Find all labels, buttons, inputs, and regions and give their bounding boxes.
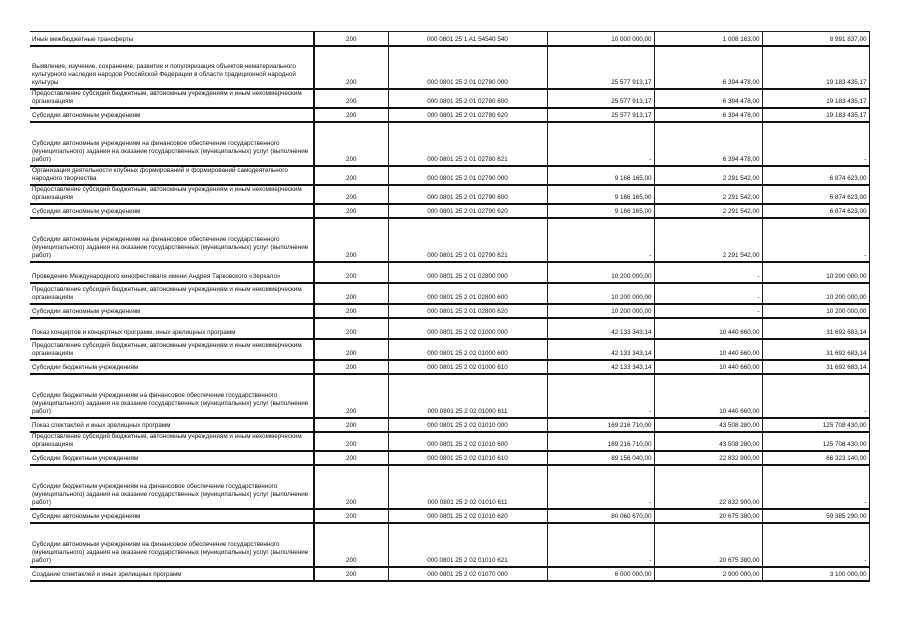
row-approved-amount-cell: 9 166 165,00 [547,185,654,204]
row-unexecuted-amount-cell: - [762,122,869,166]
row-approved-amount-cell: 169 216 710,00 [547,432,654,451]
table-row [30,89,869,108]
row-classification-code-cell: 000 0801 25 2 01 02800 600 [388,283,547,304]
row-unexecuted-amount-cell: 66 323 140,00 [762,451,869,465]
row-name-cell: Предоставление субсидий бюджетным, автономным учреждениям и иным некоммерческим организациям [30,185,314,204]
table-row [30,46,869,89]
row-approved-amount-cell: 10 200 000,00 [547,304,654,318]
budget-table-body [30,32,869,581]
table-row [30,204,869,218]
row-approved-amount-cell: 89 156 040,00 [547,451,654,465]
row-code-cell: 200 [314,360,388,374]
table-row [30,465,869,509]
row-unexecuted-amount-cell: - [762,218,869,262]
row-classification-code-cell: 000 0801 25 2 02 01000 600 [388,339,547,360]
row-name-cell: Предоставление субсидий бюджетным, автономным учреждениям и иным некоммерческим организациям [30,283,314,304]
row-unexecuted-amount-cell: 59 385 290,00 [762,509,869,523]
row-executed-amount-cell: 22 832 900,00 [654,465,762,509]
row-unexecuted-amount-cell: 31 692 683,14 [762,360,869,374]
row-executed-amount-cell: 6 394 478,00 [654,89,762,108]
row-name-cell: Предоставление субсидий бюджетным, автономным учреждениям и иным некоммерческим организациям [30,89,314,108]
row-unexecuted-amount-cell: 3 100 000,00 [762,567,869,581]
row-executed-amount-cell: 10 440 660,00 [654,374,762,418]
row-unexecuted-amount-cell: 6 874 623,00 [762,166,869,185]
row-name-cell: Предоставление субсидий бюджетным, автономным учреждениям и иным некоммерческим организациям [30,339,314,360]
row-executed-amount-cell: 2 291 542,00 [654,166,762,185]
row-classification-code-cell: 000 0801 25 2 01 02800 000 [388,262,547,283]
table-row [30,262,869,283]
table-row [30,108,869,122]
budget-sheet [30,31,869,582]
row-classification-code-cell: 000 0801 25 2 02 01000 000 [388,318,547,339]
table-row [30,122,869,166]
row-name-cell: Субсидии автономным учреждениям на финансовое обеспечение государственного (муниципального) задания на оказание государственных (муниципальных) услуг (выполнение работ) [30,218,314,262]
row-executed-amount-cell: 43 508 280,00 [654,418,762,432]
row-name-cell: Субсидии автономным учреждениям [30,108,314,122]
row-executed-amount-cell: 10 440 660,00 [654,318,762,339]
table-row [30,451,869,465]
row-classification-code-cell: 000 0801 25 2 02 01010 610 [388,451,547,465]
row-classification-code-cell: 000 0801 25 2 01 02800 620 [388,304,547,318]
row-classification-code-cell: 000 0801 25 2 01 02780 620 [388,108,547,122]
row-code-cell: 200 [314,374,388,418]
row-executed-amount-cell: 22 832 900,00 [654,451,762,465]
row-executed-amount-cell: 6 394 478,00 [654,122,762,166]
table-row [30,185,869,204]
row-code-cell: 200 [314,218,388,262]
row-unexecuted-amount-cell: 31 692 683,14 [762,339,869,360]
table-row [30,218,869,262]
row-code-cell: 200 [314,46,388,89]
row-approved-amount-cell: 10 200 000,00 [547,262,654,283]
row-unexecuted-amount-cell: 125 708 430,00 [762,418,869,432]
row-approved-amount-cell: 10 000 000,00 [547,32,654,46]
row-classification-code-cell: 000 0801 25 2 02 01010 000 [388,418,547,432]
table-row [30,418,869,432]
row-unexecuted-amount-cell: 8 991 837,00 [762,32,869,46]
row-executed-amount-cell: 2 291 542,00 [654,204,762,218]
row-name-cell: Субсидии автономным учреждениям [30,509,314,523]
row-classification-code-cell: 000 0801 25 2 02 01010 600 [388,432,547,451]
row-approved-amount-cell: - [547,218,654,262]
table-row [30,509,869,523]
row-code-cell: 200 [314,523,388,567]
row-name-cell: Субсидии автономным учреждениям на финансовое обеспечение государственного (муниципального) задания на оказание государственных (муниципальных) услуг (выполнение работ) [30,523,314,567]
row-executed-amount-cell: 20 675 380,00 [654,509,762,523]
table-row [30,166,869,185]
row-name-cell: Субсидии бюджетным учреждениям на финансовое обеспечение государственного (муниципального) задания на оказание государственных (муниципальных) услуг (выполнение работ) [30,465,314,509]
row-approved-amount-cell: 25 577 913,17 [547,89,654,108]
row-name-cell: Показ спектаклей и иных зрелищных программ [30,418,314,432]
row-unexecuted-amount-cell: 10 200 000,00 [762,283,869,304]
row-unexecuted-amount-cell: 125 708 430,00 [762,432,869,451]
table-row [30,374,869,418]
row-executed-amount-cell: 2 900 000,00 [654,567,762,581]
row-approved-amount-cell: 6 000 000,00 [547,567,654,581]
row-executed-amount-cell: 2 291 542,00 [654,185,762,204]
table-row [30,432,869,451]
row-classification-code-cell: 000 0801 25 2 01 02780 621 [388,122,547,166]
row-name-cell: Субсидии автономным учреждениям на финансовое обеспечение государственного (муниципального) задания на оказание государственных (муниципальных) услуг (выполнение работ) [30,122,314,166]
row-approved-amount-cell: 25 577 913,17 [547,46,654,89]
row-unexecuted-amount-cell: 19 183 435,17 [762,108,869,122]
row-unexecuted-amount-cell: - [762,374,869,418]
row-code-cell: 200 [314,318,388,339]
row-classification-code-cell: 000 0801 25 2 01 02790 621 [388,218,547,262]
budget-table [30,31,870,582]
row-classification-code-cell: 000 0801 25 2 01 02790 000 [388,166,547,185]
row-code-cell: 200 [314,32,388,46]
row-classification-code-cell: 000 0801 25 2 02 01000 610 [388,360,547,374]
row-executed-amount-cell: 2 291 542,00 [654,218,762,262]
row-executed-amount-cell: - [654,304,762,318]
row-unexecuted-amount-cell: 6 874 623,00 [762,185,869,204]
row-name-cell: Проведение Международного кинофестиваля имени Андрея Тарковского «Зеркало» [30,262,314,283]
row-approved-amount-cell: 169 216 710,00 [547,418,654,432]
table-row [30,360,869,374]
row-approved-amount-cell: 42 133 343,14 [547,318,654,339]
row-code-cell: 200 [314,567,388,581]
row-unexecuted-amount-cell: - [762,465,869,509]
row-executed-amount-cell: 1 008 163,00 [654,32,762,46]
row-classification-code-cell: 000 0801 25 2 02 01070 000 [388,567,547,581]
row-unexecuted-amount-cell: 10 200 000,00 [762,262,869,283]
row-unexecuted-amount-cell: 19 183 435,17 [762,46,869,89]
row-executed-amount-cell: 10 440 660,00 [654,339,762,360]
row-code-cell: 200 [314,418,388,432]
row-code-cell: 200 [314,509,388,523]
table-row [30,32,869,46]
row-code-cell: 200 [314,339,388,360]
row-executed-amount-cell: 20 675 380,00 [654,523,762,567]
row-approved-amount-cell: - [547,523,654,567]
row-classification-code-cell: 000 0801 25 2 01 02780 600 [388,89,547,108]
row-name-cell: Предоставление субсидий бюджетным, автономным учреждениям и иным некоммерческим организациям [30,432,314,451]
row-approved-amount-cell: 10 200 000,00 [547,283,654,304]
row-executed-amount-cell: - [654,283,762,304]
table-row [30,567,869,581]
row-approved-amount-cell: 9 166 165,00 [547,166,654,185]
row-code-cell: 200 [314,89,388,108]
row-unexecuted-amount-cell: - [762,523,869,567]
row-name-cell: Субсидии автономным учреждениям [30,204,314,218]
row-classification-code-cell: 000 0801 25 2 02 01010 621 [388,523,547,567]
row-code-cell: 200 [314,108,388,122]
row-approved-amount-cell: 25 577 913,17 [547,108,654,122]
row-classification-code-cell: 000 0801 25 2 02 01000 611 [388,374,547,418]
row-classification-code-cell: 000 0801 25 2 01 02790 620 [388,204,547,218]
row-name-cell: Субсидии бюджетным учреждениям на финансовое обеспечение государственного (муниципального) задания на оказание государственных (муниципальных) услуг (выполнение работ) [30,374,314,418]
row-approved-amount-cell: - [547,465,654,509]
row-name-cell: Показ концертов и концертных программ, иных зрелищных программ [30,318,314,339]
row-code-cell: 200 [314,166,388,185]
row-executed-amount-cell: 10 440 660,00 [654,360,762,374]
row-classification-code-cell: 000 0801 25 1 A1 54540 540 [388,32,547,46]
row-executed-amount-cell: - [654,262,762,283]
row-unexecuted-amount-cell: 31 692 683,14 [762,318,869,339]
row-classification-code-cell: 000 0801 25 2 02 01010 620 [388,509,547,523]
row-classification-code-cell: 000 0801 25 2 01 02780 000 [388,46,547,89]
row-code-cell: 200 [314,262,388,283]
row-unexecuted-amount-cell: 6 874 623,00 [762,204,869,218]
row-classification-code-cell: 000 0801 25 2 02 01010 611 [388,465,547,509]
row-code-cell: 200 [314,283,388,304]
row-approved-amount-cell: 80 060 670,00 [547,509,654,523]
row-code-cell: 200 [314,185,388,204]
table-row [30,339,869,360]
row-unexecuted-amount-cell: 10 200 000,00 [762,304,869,318]
row-code-cell: 200 [314,122,388,166]
row-name-cell: Иные межбюджетные трансферты [30,32,314,46]
row-approved-amount-cell: - [547,374,654,418]
row-name-cell: Субсидии бюджетным учреждениям [30,360,314,374]
row-code-cell: 200 [314,465,388,509]
row-approved-amount-cell: 42 133 343,14 [547,360,654,374]
table-row [30,318,869,339]
row-name-cell: Создание спектаклей и иных зрелищных программ [30,567,314,581]
row-name-cell: Субсидии автономным учреждениям [30,304,314,318]
row-classification-code-cell: 000 0801 25 2 01 02790 600 [388,185,547,204]
row-unexecuted-amount-cell: 19 183 435,17 [762,89,869,108]
row-name-cell: Субсидии бюджетным учреждениям [30,451,314,465]
row-code-cell: 200 [314,451,388,465]
table-row [30,283,869,304]
row-name-cell: Организация деятельности клубных формирований и формирований самодеятельного народного творчества [30,166,314,185]
row-executed-amount-cell: 6 394 478,00 [654,46,762,89]
row-code-cell: 200 [314,304,388,318]
row-code-cell: 200 [314,432,388,451]
row-approved-amount-cell: 42 133 343,14 [547,339,654,360]
row-name-cell: Выявление, изучение, сохранение, развитие и популяризация объектов нематериального культурного наследия народов Российской Федерации в области традиционной народной культуры [30,46,314,89]
row-approved-amount-cell: 9 166 165,00 [547,204,654,218]
row-approved-amount-cell: - [547,122,654,166]
table-row [30,304,869,318]
row-code-cell: 200 [314,204,388,218]
row-executed-amount-cell: 6 394 478,00 [654,108,762,122]
row-executed-amount-cell: 43 508 280,00 [654,432,762,451]
table-row [30,523,869,567]
